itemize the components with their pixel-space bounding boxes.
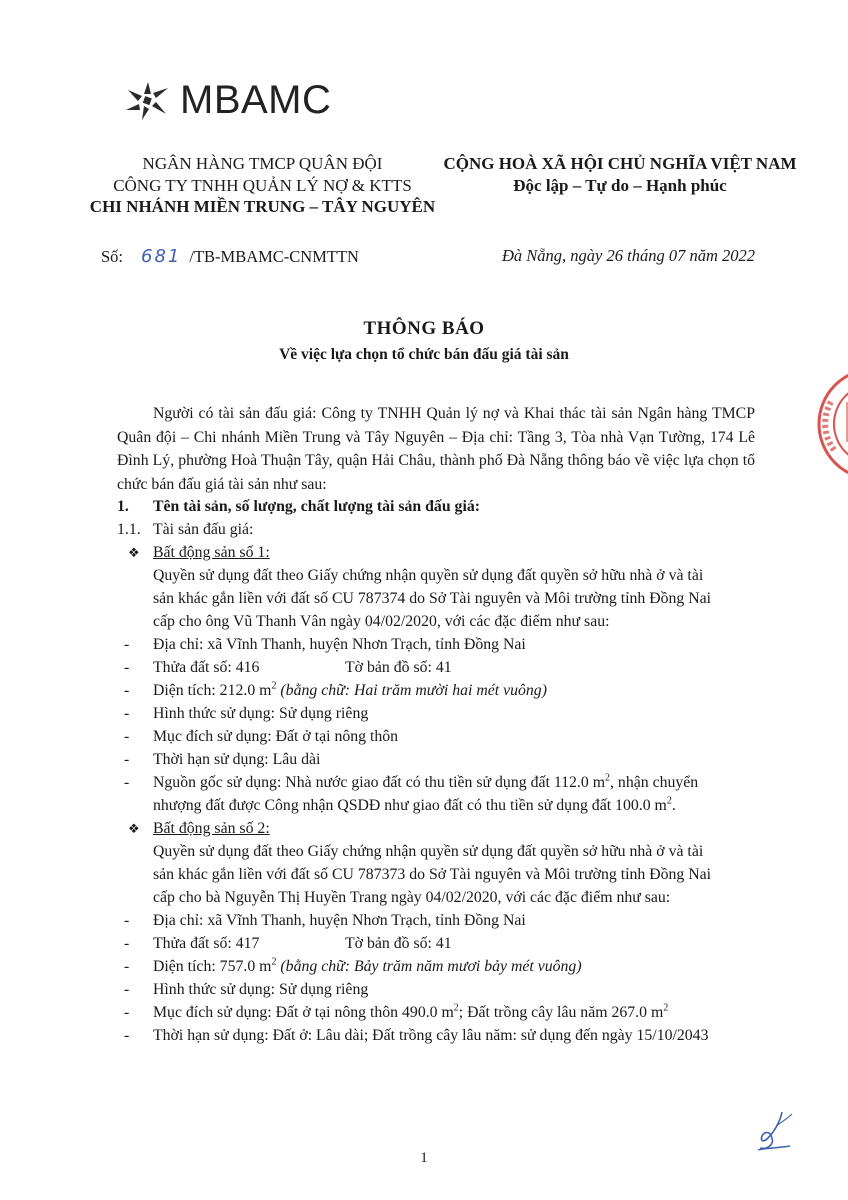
area-in-words: (bằng chữ: Bảy trăm năm mươi bảy mét vuông) bbox=[280, 958, 582, 975]
org-line-3: CHI NHÁNH MIỀN TRUNG – TÂY NGUYÊN bbox=[89, 197, 436, 216]
property-2-desc-line: sản khác gắn liền với đất số CU 787373 do Sở Tài nguyên và Môi trường tỉnh Đồng Nai bbox=[153, 866, 712, 883]
logo-brand-text: MBAMC bbox=[180, 78, 332, 122]
section-1-heading: Tên tài sản, số lượng, chất lượng tài sản đấu giá: bbox=[153, 498, 480, 515]
property-2-map-sheet: Tờ bản đồ số: 41 bbox=[345, 935, 452, 952]
area-in-words: (bằng chữ: Hai trăm mười hai mét vuông) bbox=[280, 682, 547, 699]
document-number bbox=[101, 246, 359, 267]
superscript: 2 bbox=[666, 795, 672, 807]
section-1-1-number: 1.1. bbox=[117, 521, 141, 538]
property-1-address: Địa chỉ: xã Vĩnh Thanh, huyện Nhơn Trạch, tỉnh Đồng Nai bbox=[153, 636, 526, 653]
national-title: CỘNG HOÀ XÃ HỘI CHỦ NGHĨA VIỆT NAM bbox=[443, 154, 797, 173]
property-2-term: Thời hạn sử dụng: Đất ở: Lâu dài; Đất trồng cây lâu năm: sử dụng đến ngày 15/10/2043 bbox=[153, 1027, 709, 1044]
property-2-area bbox=[153, 957, 582, 977]
property-1-map-sheet: Tờ bản đồ số: 41 bbox=[345, 659, 452, 676]
dash-marker: - bbox=[124, 659, 130, 676]
dash-marker: - bbox=[124, 1004, 130, 1021]
property-1-desc-line: cấp cho ông Vũ Thanh Vân ngày 04/02/2020, với các đặc điểm như sau: bbox=[153, 613, 610, 630]
dash-marker: - bbox=[124, 682, 130, 699]
intro-paragraph: Người có tài sản đấu giá: Công ty TNHH Quản lý nợ và Khai thác tài sản Ngân hàng TMCP Quân đội – Chi nhánh Miền Trung và Tây Nguyên – Địa chỉ: Tầng 3, Tòa nhà Vạn Tường, 174 Lê Đình Lý, phường Hoà Thuận Tây, quận Hải Châu, thành phố Đà Nẵng thông báo về việc lựa chọn tổ chức bán đấu giá tài sản như sau: bbox=[117, 405, 755, 494]
doc-number-handwritten: 681 bbox=[141, 246, 182, 267]
property-1-area bbox=[153, 681, 547, 701]
mb-star-logo-icon bbox=[122, 78, 174, 122]
property-1-desc-line: sản khác gắn liền với đất số CU 787374 do Sở Tài nguyên và Môi trường tỉnh Đồng Nai bbox=[153, 590, 712, 607]
national-motto: Độc lập – Tự do – Hạnh phúc bbox=[513, 175, 727, 195]
org-line-2: CÔNG TY TNHH QUẢN LÝ NỢ & KTTS bbox=[113, 175, 412, 195]
property-1-use-form: Hình thức sử dụng: Sử dụng riêng bbox=[153, 705, 369, 722]
org-line-1: NGÂN HÀNG TMCP QUÂN ĐỘI bbox=[142, 154, 383, 173]
section-1-number: 1. bbox=[117, 498, 129, 515]
superscript: 2 bbox=[271, 680, 277, 692]
dash-marker: - bbox=[124, 981, 130, 998]
origin-text: nhượng đất được Công nhận QSDĐ như giao đất có thu tiền sử dụng đất 100.0 m bbox=[153, 797, 667, 814]
property-2-address: Địa chỉ: xã Vĩnh Thanh, huyện Nhơn Trạch, tỉnh Đồng Nai bbox=[153, 912, 526, 929]
dash-marker: - bbox=[124, 774, 130, 791]
red-stamp-icon bbox=[812, 362, 848, 492]
dash-marker: - bbox=[124, 912, 130, 929]
superscript: 2 bbox=[605, 772, 611, 784]
document-subtitle: Về việc lựa chọn tổ chức bán đấu giá tài sản bbox=[279, 346, 569, 363]
origin-text: , nhận chuyển bbox=[610, 774, 699, 791]
origin-text: Nguồn gốc sử dụng: Nhà nước giao đất có thu tiền sử dụng đất 112.0 m bbox=[153, 774, 606, 791]
property-2-parcel: Thửa đất số: 417 bbox=[153, 935, 260, 952]
property-2-heading: Bất động sản số 2: bbox=[153, 820, 270, 837]
doc-number-suffix: /TB-MBAMC-CNMTTN bbox=[189, 247, 359, 266]
property-1-desc-line: Quyền sử dụng đất theo Giấy chứng nhận quyền sử dụng đất quyền sở hữu nhà ở và tài bbox=[153, 567, 704, 584]
bullet-diamond-icon: ❖ bbox=[128, 821, 140, 836]
doc-number-label: Số: bbox=[101, 247, 124, 266]
property-1-origin-line bbox=[153, 796, 676, 816]
organization-header bbox=[85, 153, 440, 218]
dash-marker: - bbox=[124, 636, 130, 653]
property-2-purpose bbox=[153, 1003, 668, 1023]
handwritten-initial-icon bbox=[752, 1108, 796, 1154]
dash-marker: - bbox=[124, 728, 130, 745]
property-1-parcel: Thửa đất số: 416 bbox=[153, 659, 260, 676]
national-header bbox=[430, 153, 810, 196]
property-2-desc-line: Quyền sử dụng đất theo Giấy chứng nhận quyền sử dụng đất quyền sở hữu nhà ở và tài bbox=[153, 843, 704, 860]
property-2-use-form: Hình thức sử dụng: Sử dụng riêng bbox=[153, 981, 369, 998]
property-1-heading: Bất động sản số 1: bbox=[153, 544, 270, 561]
dash-marker: - bbox=[124, 1027, 130, 1044]
section-1-1-heading: Tài sản đấu giá: bbox=[153, 521, 254, 538]
bullet-diamond-icon: ❖ bbox=[128, 545, 140, 560]
dash-marker: - bbox=[124, 705, 130, 722]
superscript: 2 bbox=[453, 1002, 459, 1014]
property-2-desc-line: cấp cho bà Nguyễn Thị Huyền Trang ngày 04/02/2020, với các đặc điểm như sau: bbox=[153, 889, 671, 906]
dash-marker: - bbox=[124, 935, 130, 952]
area-value: Diện tích: 757.0 m bbox=[153, 958, 272, 975]
origin-text: . bbox=[671, 797, 676, 814]
company-logo bbox=[122, 72, 362, 128]
page-number: 1 bbox=[420, 1150, 428, 1166]
dash-marker: - bbox=[124, 958, 130, 975]
purpose-text: Mục đích sử dụng: Đất ở tại nông thôn 490.0 m bbox=[153, 1004, 454, 1021]
property-1-purpose: Mục đích sử dụng: Đất ở tại nông thôn bbox=[153, 728, 399, 745]
property-1-term: Thời hạn sử dụng: Lâu dài bbox=[153, 751, 321, 768]
superscript: 2 bbox=[271, 956, 277, 968]
dash-marker: - bbox=[124, 751, 130, 768]
document-title: THÔNG BÁO bbox=[363, 318, 485, 339]
purpose-text: ; Đất trồng cây lâu năm 267.0 m bbox=[458, 1004, 664, 1021]
area-value: Diện tích: 212.0 m bbox=[153, 682, 272, 699]
property-1-origin-line bbox=[153, 773, 698, 793]
issue-date: Đà Nẵng, ngày 26 tháng 07 năm 2022 bbox=[502, 246, 755, 265]
superscript: 2 bbox=[663, 1002, 669, 1014]
